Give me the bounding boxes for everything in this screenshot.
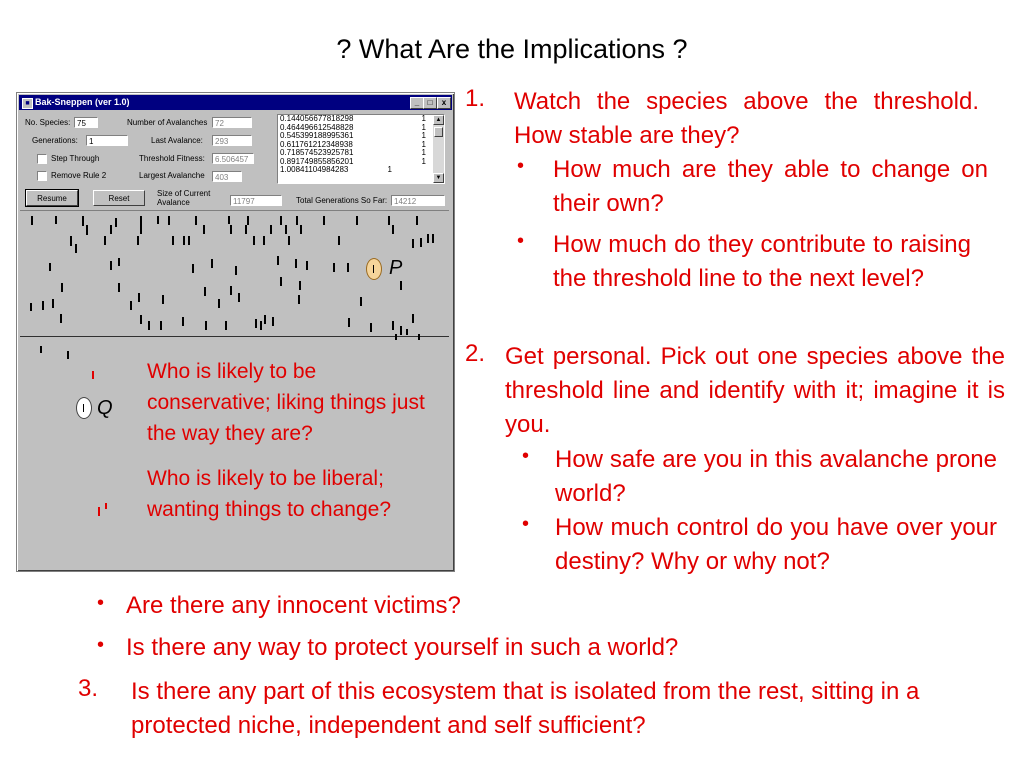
- species-tick: [61, 283, 63, 292]
- threshold-line: [20, 336, 449, 337]
- list-item-count: 1: [387, 165, 392, 174]
- point-2-bullet-1: How safe are you in this avalanche prone world?: [555, 446, 997, 507]
- total-generations-label: Total Generations So Far:: [296, 196, 388, 205]
- species-tick: [211, 259, 213, 268]
- slide-title: ? What Are the Implications ?: [336, 34, 688, 64]
- list-item-value: 1.00841104984283: [280, 165, 349, 174]
- species-tick-highlighted: [98, 507, 100, 516]
- species-tick: [31, 216, 33, 225]
- species-tick: [75, 244, 77, 253]
- app-icon: ■: [22, 98, 33, 109]
- species-tick: [238, 293, 240, 302]
- species-tick: [285, 225, 287, 234]
- species-p-marker: [366, 258, 382, 280]
- list-item-count: 1: [421, 156, 426, 166]
- bullet-icon: •: [517, 155, 525, 177]
- species-tick: [157, 216, 159, 224]
- species-tick: [370, 323, 372, 332]
- generations-input[interactable]: 1: [86, 135, 128, 146]
- species-tick: [418, 334, 420, 340]
- species-tick: [228, 216, 230, 224]
- species-tick: [260, 321, 262, 330]
- threshold-fitness-field: 6.506457: [212, 153, 254, 164]
- species-tick: [348, 318, 350, 327]
- species-tick: [270, 225, 272, 234]
- list-item-count: 1: [421, 114, 426, 123]
- species-tick: [395, 334, 397, 340]
- species-tick: [247, 216, 249, 225]
- scroll-thumb[interactable]: [434, 127, 443, 137]
- scroll-down-icon[interactable]: ▼: [433, 173, 444, 183]
- species-tick: [392, 225, 394, 234]
- species-tick: [420, 238, 422, 247]
- species-tick: [230, 225, 232, 234]
- species-tick: [110, 225, 112, 234]
- species-q-marker: [76, 397, 92, 419]
- no-species-input[interactable]: 75: [74, 117, 98, 128]
- species-tick: [298, 295, 300, 304]
- point-2-text: [505, 340, 1005, 442]
- bullet-icon: •: [522, 513, 530, 535]
- species-tick: [40, 346, 42, 353]
- species-tick: [296, 216, 298, 225]
- species-tick-highlighted: [105, 503, 107, 509]
- species-tick: [55, 216, 57, 224]
- species-tick: [49, 263, 51, 271]
- species-tick: [400, 326, 402, 335]
- species-tick: [347, 263, 349, 272]
- last-avalanche-field: 293: [212, 135, 252, 146]
- species-tick: [300, 225, 302, 234]
- list-item-count: 1: [421, 148, 426, 157]
- species-tick: [204, 287, 206, 296]
- bullet-icon: •: [97, 634, 105, 656]
- step-through-checkbox[interactable]: [37, 154, 47, 164]
- resume-button[interactable]: Resume: [26, 190, 78, 206]
- point-2-bullet-2: How much control do you have over your destiny? Why or why not?: [555, 514, 997, 575]
- point-3-text: Is there any part of this ecosystem that is isolated from the rest, sitting in a protected niche, independent and self sufficient?: [131, 678, 920, 739]
- species-tick: [188, 236, 190, 245]
- species-tick: [82, 216, 84, 226]
- species-tick: [323, 216, 325, 225]
- species-tick: [230, 286, 232, 295]
- species-tick: [30, 303, 32, 311]
- last-avalanche-label: Last Avalance:: [151, 136, 203, 145]
- species-tick: [148, 321, 150, 330]
- list-item-count: 1: [421, 131, 426, 140]
- species-tick: [225, 321, 227, 330]
- species-tick-highlighted: [92, 371, 94, 379]
- species-tick: [195, 216, 197, 225]
- species-tick: [162, 295, 164, 304]
- avalanche-label: Avalance: [157, 198, 190, 207]
- species-tick: [235, 266, 237, 275]
- no-species-label: No. Species:: [25, 118, 71, 127]
- species-tick: [67, 351, 69, 359]
- close-button[interactable]: x: [437, 97, 451, 109]
- species-tick: [277, 256, 279, 265]
- bottom-bullet-2: Is there any way to protect yourself in such a world?: [126, 634, 679, 661]
- species-tick: [110, 261, 112, 270]
- species-tick: [264, 315, 266, 324]
- species-tick: [205, 321, 207, 330]
- species-tick: [130, 301, 132, 310]
- species-tick: [299, 281, 301, 290]
- species-tick: [52, 299, 54, 308]
- species-tick: [140, 315, 142, 324]
- species-tick: [295, 259, 297, 268]
- species-tick: [427, 234, 429, 243]
- maximize-button[interactable]: □: [423, 97, 437, 109]
- scroll-up-icon[interactable]: ▲: [433, 115, 444, 125]
- q-label: Q: [97, 397, 113, 419]
- species-tick: [416, 216, 418, 225]
- reset-button[interactable]: Reset: [93, 190, 145, 206]
- bottom-bullet-1: Are there any innocent victims?: [126, 592, 461, 619]
- list-scrollbar[interactable]: [433, 115, 444, 183]
- species-tick: [338, 236, 340, 245]
- species-tick: [392, 321, 394, 330]
- point-1-bullet-1: How much are they able to change on their own?: [553, 156, 988, 217]
- species-tick: [288, 236, 290, 245]
- species-tick: [333, 263, 335, 272]
- remove-rule-2-checkbox[interactable]: [37, 171, 47, 181]
- generations-label: Generations:: [32, 136, 78, 145]
- list-item-value: 0.718574523925781: [280, 148, 354, 157]
- window-titlebar[interactable]: [19, 95, 452, 110]
- total-generations-field: 14212: [391, 195, 445, 206]
- threshold-fitness-label: Threshold Fitness:: [139, 154, 205, 163]
- remove-rule-2-label: Remove Rule 2: [51, 171, 107, 180]
- largest-avalanche-label: Largest Avalanche: [139, 171, 205, 180]
- minimize-button[interactable]: _: [410, 97, 424, 109]
- list-item-count: 1: [421, 139, 426, 149]
- window-title: Bak-Sneppen (ver 1.0): [35, 97, 130, 107]
- species-tick: [203, 225, 205, 234]
- species-tick: [412, 314, 414, 323]
- conservative-question: Who is likely to be conservative; liking things just the way they are?: [147, 360, 425, 445]
- species-tick: [192, 264, 194, 273]
- species-tick: [42, 301, 44, 310]
- species-tick: [60, 314, 62, 323]
- point-2-number: 2.: [465, 340, 486, 367]
- species-tick: [140, 216, 142, 225]
- species-tick: [406, 329, 408, 335]
- list-item-value: 0.464496612548828: [280, 122, 354, 132]
- size-current-field: 11797: [230, 195, 282, 206]
- species-tick: [356, 216, 358, 225]
- species-tick: [412, 239, 414, 248]
- species-tick: [253, 236, 255, 245]
- species-tick: [182, 317, 184, 326]
- species-tick: [388, 216, 390, 225]
- step-through-label: Step Through: [51, 154, 100, 163]
- point-3-number: 3.: [78, 675, 99, 702]
- point-1-text: Watch the species above the threshold. How stable are they?: [514, 88, 979, 149]
- species-tick: [263, 236, 265, 245]
- species-tick: [138, 293, 140, 302]
- bullet-icon: •: [522, 445, 530, 467]
- species-tick: [255, 319, 257, 328]
- species-tick: [400, 281, 402, 290]
- largest-avalanche-field: 403: [212, 171, 242, 182]
- species-tick: [280, 216, 282, 225]
- point-1-number: 1.: [465, 85, 486, 112]
- species-tick: [115, 218, 117, 227]
- species-tick: [168, 216, 170, 225]
- bullet-icon: •: [517, 230, 525, 252]
- list-item-value: 0.545399188995361: [280, 131, 354, 140]
- bullet-icon: •: [97, 592, 105, 614]
- number-of-avalanches-field: 72: [212, 117, 252, 128]
- species-tick: [245, 225, 247, 234]
- species-tick: [306, 261, 308, 270]
- list-item-value: 0.891749855856201: [280, 156, 354, 166]
- point-2-text-content: Get personal. Pick out one species above the threshold line and identify with it; imagine it is you.: [505, 343, 1005, 438]
- p-label: P: [389, 257, 403, 279]
- list-item-value: 0.611761212348938: [280, 139, 353, 149]
- species-tick: [183, 236, 185, 245]
- species-tick: [70, 236, 72, 246]
- species-tick: [140, 225, 142, 234]
- species-tick: [118, 258, 120, 266]
- size-current-label: Size of Current: [157, 189, 211, 198]
- species-tick: [432, 234, 434, 243]
- species-tick: [360, 297, 362, 306]
- fitness-list[interactable]: [277, 114, 445, 184]
- list-item-value: 0.144056677818298: [280, 114, 354, 123]
- liberal-question: Who is likely to be liberal; wanting things to change?: [147, 467, 392, 521]
- point-1-bullet-2: How much do they contribute to raising the threshold line to the next level?: [553, 231, 971, 292]
- list-item-count: 1: [421, 122, 426, 132]
- species-tick: [218, 299, 220, 308]
- species-tick: [118, 283, 120, 292]
- species-tick: [137, 236, 139, 245]
- species-tick: [172, 236, 174, 245]
- number-of-avalanches-label: Number of Avalanches: [127, 118, 208, 127]
- species-tick: [160, 321, 162, 330]
- list-item[interactable]: [278, 166, 444, 175]
- species-tick: [104, 236, 106, 245]
- species-tick: [280, 277, 282, 286]
- species-tick: [86, 225, 88, 235]
- species-tick: [272, 317, 274, 326]
